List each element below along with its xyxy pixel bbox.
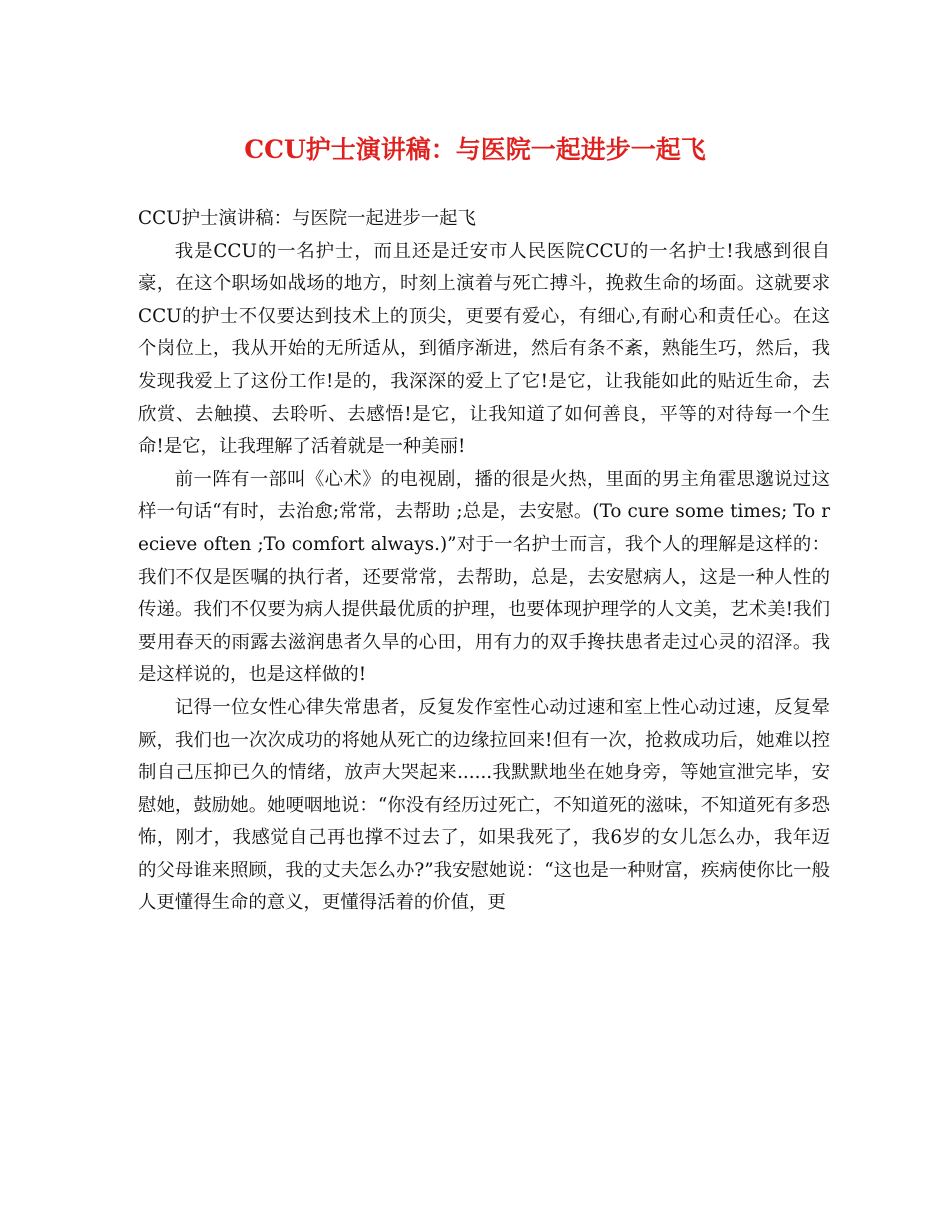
document-title: CCU护士演讲稿：与医院一起进步一起飞: [244, 135, 706, 164]
body-heading-line: CCU护士演讲稿：与医院一起进步一起飞: [138, 208, 476, 229]
paragraph: 记得一位女性心律失常患者，反复发作室性心动过速和室上性心动过速，反复晕厥，我们也一次次成功的将她从死亡的边缘拉回来!但有一次，抢救成功后，她难以控制自己压抑已久的情绪，放声大哭起来......我默默地坐在她身旁，等她宣泄完毕，安慰她，鼓励她。她哽咽地说：“你没有经历过死亡，不知道死的滋味，不知道死有多恐怖，刚才，我感觉自己再也撑不过去了，如果我死了，我6岁的女儿怎么办，我年迈的父母谁来照顾，我的丈夫怎么办?”我安慰她说：“这也是一种财富，疾病使你比一般人更懂得生命的意义，更懂得活着的价值，更: [138, 696, 830, 914]
paragraph: 前一阵有一部叫《心术》的电视剧，播的很是火热，里面的男主角霍思邈说过这样一句话“有时，去治愈;常常，去帮助 ;总是，去安慰。(To cure some times; To recieve often ;To comfort always.)”对于一名护士而言，我个人的理解是这样的：我们不仅是医嘱的执行者，还要常常，去帮助，总是，去安慰病人，这是一种人性的传递。我们不仅要为病人提供最优质的护理，也要体现护理学的人文美，艺术美!我们要用春天的雨露去滋润患者久旱的心田，用有力的双手搀扶患者走过心灵的沼泽。我是这样说的，也是这样做的!: [138, 468, 830, 686]
paragraph: 我是CCU的一名护士，而且还是迁安市人民医院CCU的一名护士!我感到很自豪，在这个职场如战场的地方，时刻上演着与死亡搏斗，挽救生命的场面。这就要求CCU的护士不仅要达到技术上的顶尖，更要有爱心，有细心,有耐心和责任心。在这个岗位上，我从开始的无所适从，到循序渐进，然后有条不紊，熟能生巧，然后，我发现我爱上了这份工作!是的，我深深的爱上了它!是它，让我能如此的贴近生命，去欣赏、去触摸、去聆听、去感悟!是它，让我知道了如何善良，平等的对待每一个生命!是它，让我理解了活着就是一种美丽!: [138, 240, 830, 458]
document-body: [138, 203, 830, 920]
